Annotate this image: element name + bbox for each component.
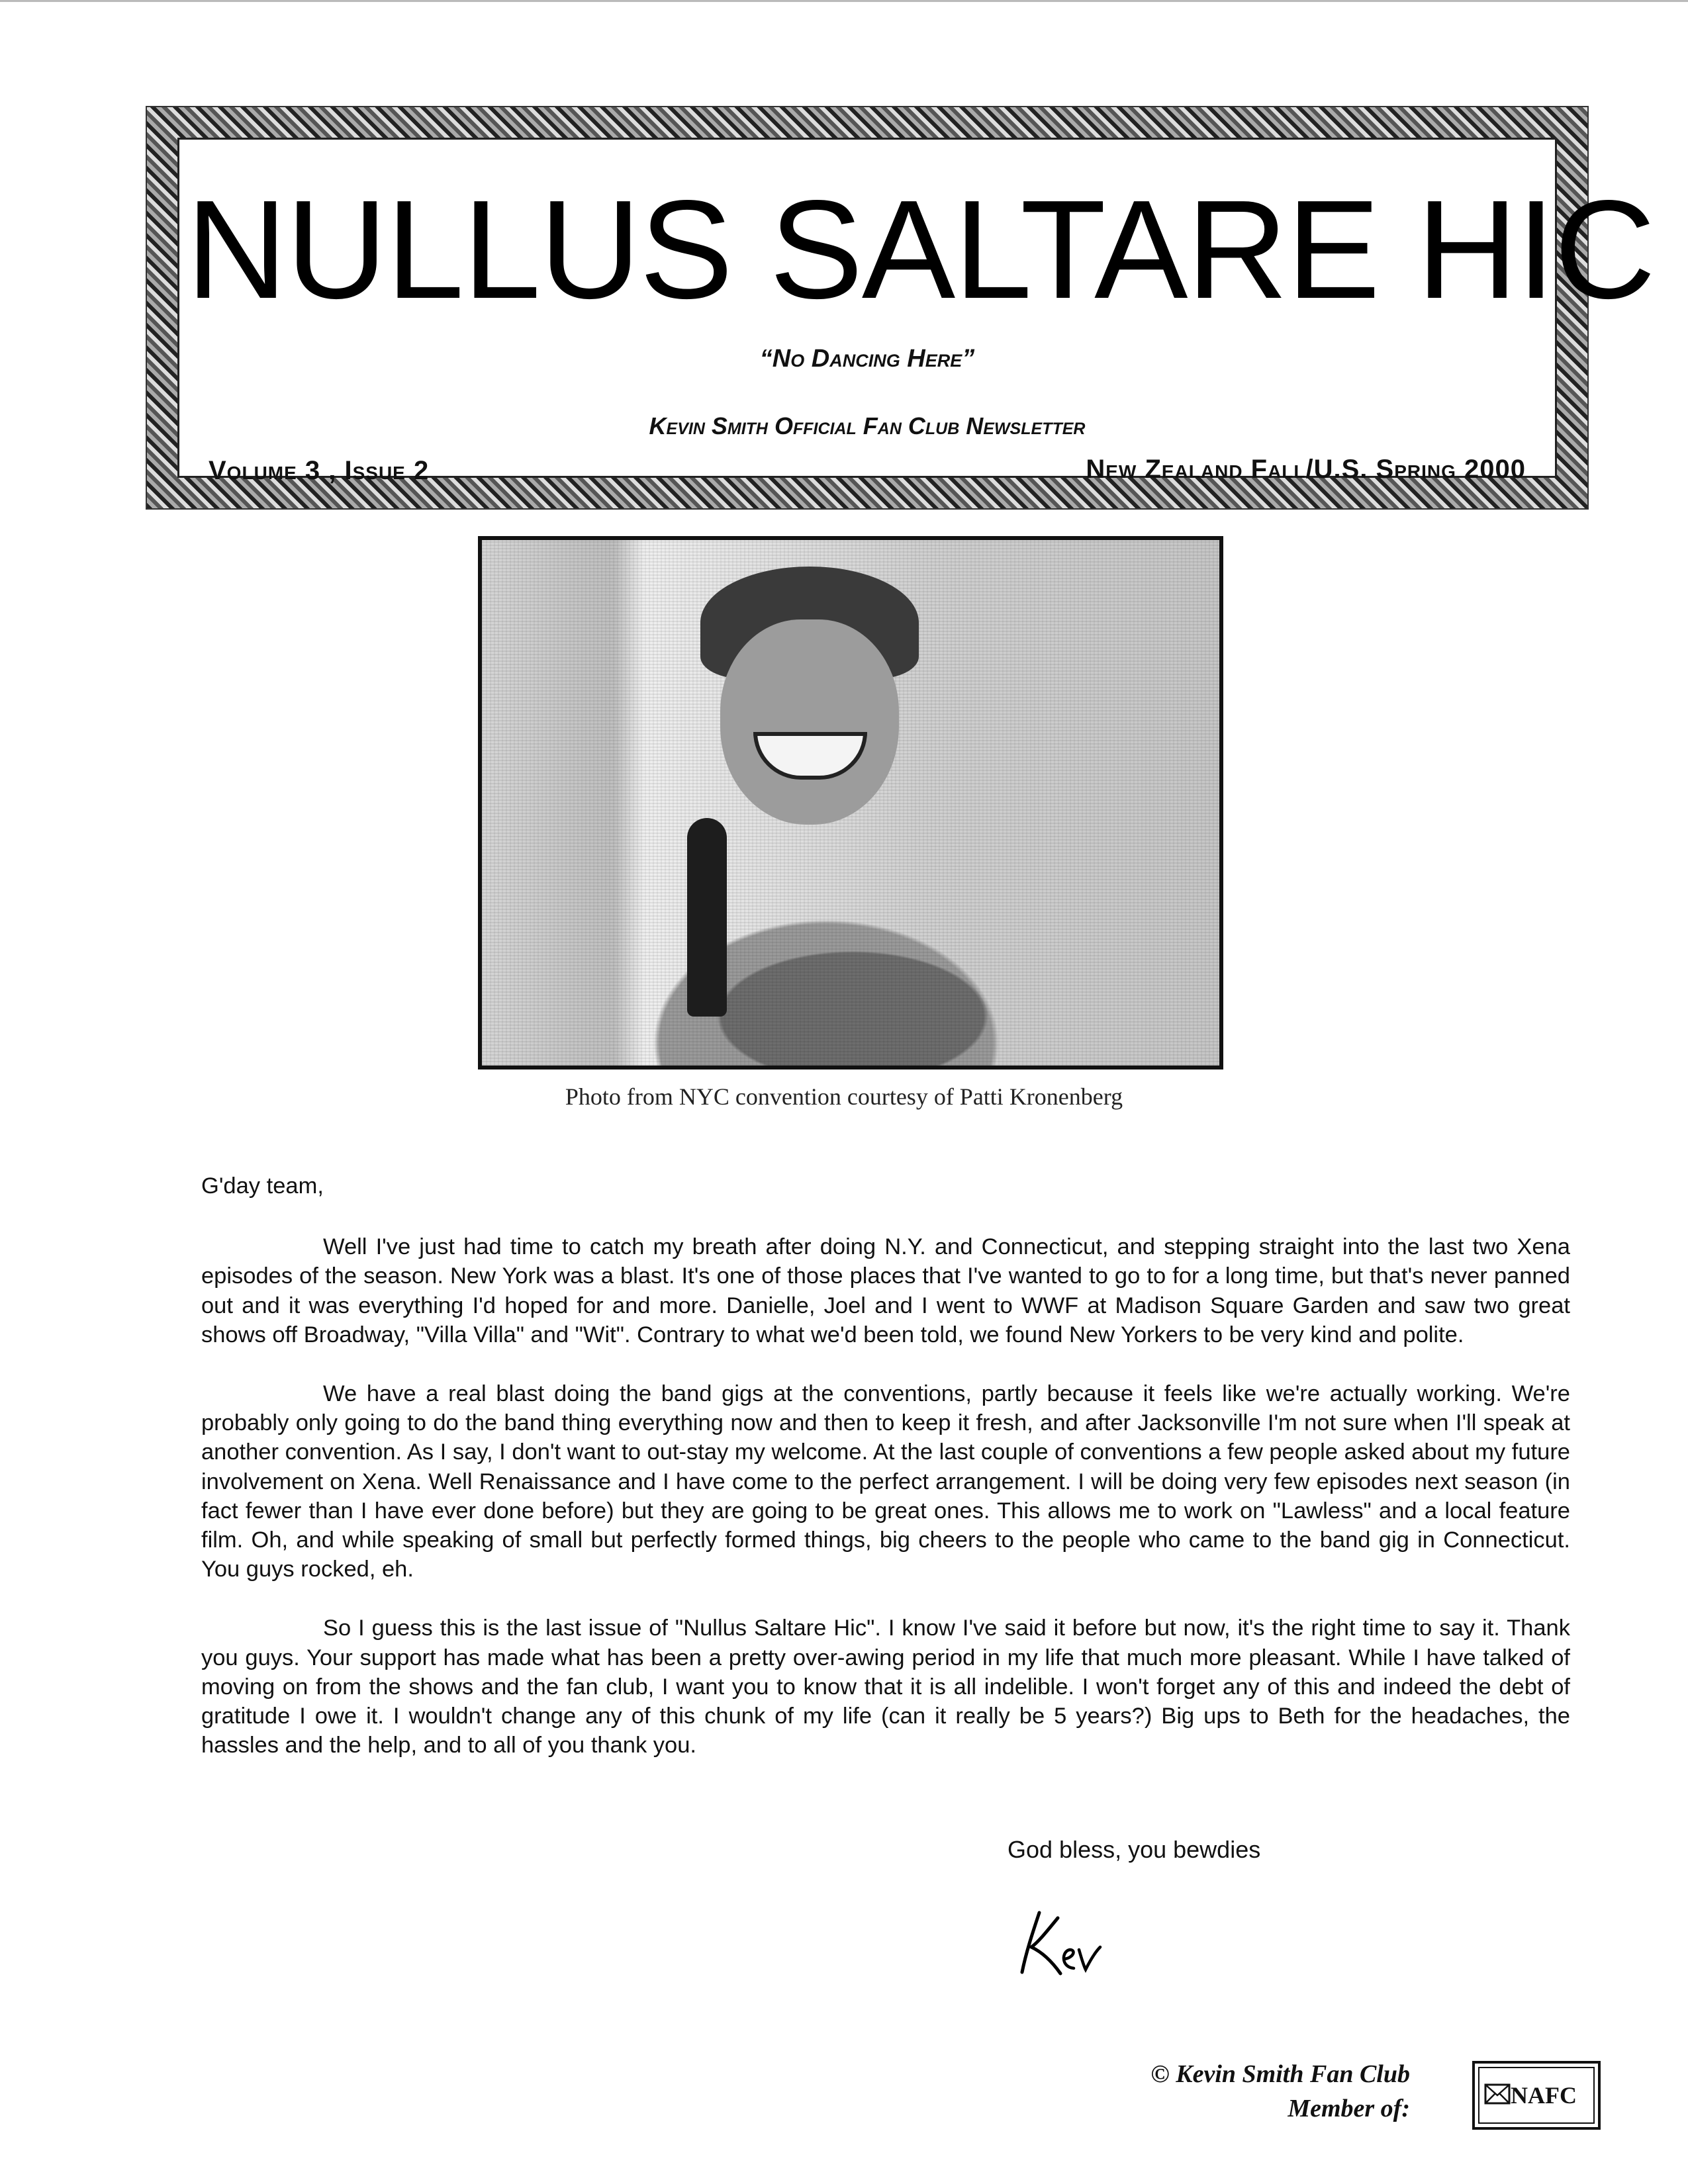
letter-closing: God bless, you bewdies	[1008, 1836, 1261, 1863]
member-of-line: Member of:	[1288, 2095, 1410, 2122]
letter-paragraph-2: We have a real blast doing the band gigs at the conventions, partly because it feels like we're actually working. We're probably only going to do the band thing everything now and then to keep it fresh, and after Jacksonville I'm not sure when I'll speak at another convention. As I say, I don't want to out-stay my welcome. At the last couple of conventions a few people asked about my future involvement on Xena. Well Renaissance and I have come to the perfect arrangement. I will be doing very few episodes next season (in fact fewer than I have ever done before) but they are going to be great ones. This allows me to work on "Lawless" and a local feature film. Oh, and while speaking of small but perfectly formed things, big cheers to the people who came to the band gig in Connecticut. You guys rocked, eh.	[201, 1381, 1570, 1582]
scan-edge-line	[0, 0, 1688, 2]
letter-paragraph-1: Well I've just had time to catch my breath after doing N.Y. and Connecticut, and stepping straight into the last two Xena episodes of the season. New York was a blast. It's one of those places that I've wanted to go to for a long time, but that's never panned out and it was everything I'd hoped for and more. Danielle, Joel and I went to WWF at Madison Square Garden and saw two great shows off Broadway, "Villa Villa" and "Wit". Contrary to what we'd been told, we found New Yorkers to be very kind and polite.	[201, 1234, 1570, 1347]
volume-issue: Volume 3 , Issue 2	[209, 456, 430, 485]
newsletter-tagline: “No Dancing Here”	[759, 345, 975, 373]
copyright-line: © Kevin Smith Fan Club	[1150, 2060, 1410, 2088]
handwritten-signature	[1013, 1906, 1119, 1982]
masthead-panel	[177, 138, 1655, 485]
nafc-logo-text: NAFC	[1511, 2082, 1577, 2109]
newsletter-subtitle: Kevin Smith Official Fan Club Newsletter	[649, 412, 1086, 439]
photo-caption: Photo from NYC convention courtesy of Patti Kronenberg	[565, 1083, 1123, 1110]
season-label: New Zealand Fall/U.S. Spring 2000	[1086, 455, 1526, 484]
photo-face-shape	[720, 619, 899, 825]
letter-greeting: G'day team,	[201, 1173, 324, 1199]
newsletter-title: NULLUS SALTARE HIC	[186, 171, 1655, 328]
newsletter-masthead	[146, 106, 1655, 510]
convention-photo	[478, 536, 1223, 1069]
nafc-logo	[1471, 2060, 1602, 2131]
microphone-shape	[687, 818, 727, 1017]
letter-paragraph-3: So I guess this is the last issue of "Nullus Saltare Hic". I know I've said it before but now, it's the right time to say it. Thank you guys. Your support has made what has been a pretty over-awing period in my life that much more pleasant. While I have talked of moving on from the shows and the fan club, I want you to know that it is all indelible. I won't forget any of this and indeed the debt of gratitude I owe it. I wouldn't change any of this chunk of my life (can it really be 5 years?) Big ups to Beth for the headaches, the hassles and the help, and to all of you thank you.	[201, 1615, 1570, 1758]
letter-body	[201, 1171, 1570, 1790]
footer-credit	[1150, 2057, 1410, 2126]
